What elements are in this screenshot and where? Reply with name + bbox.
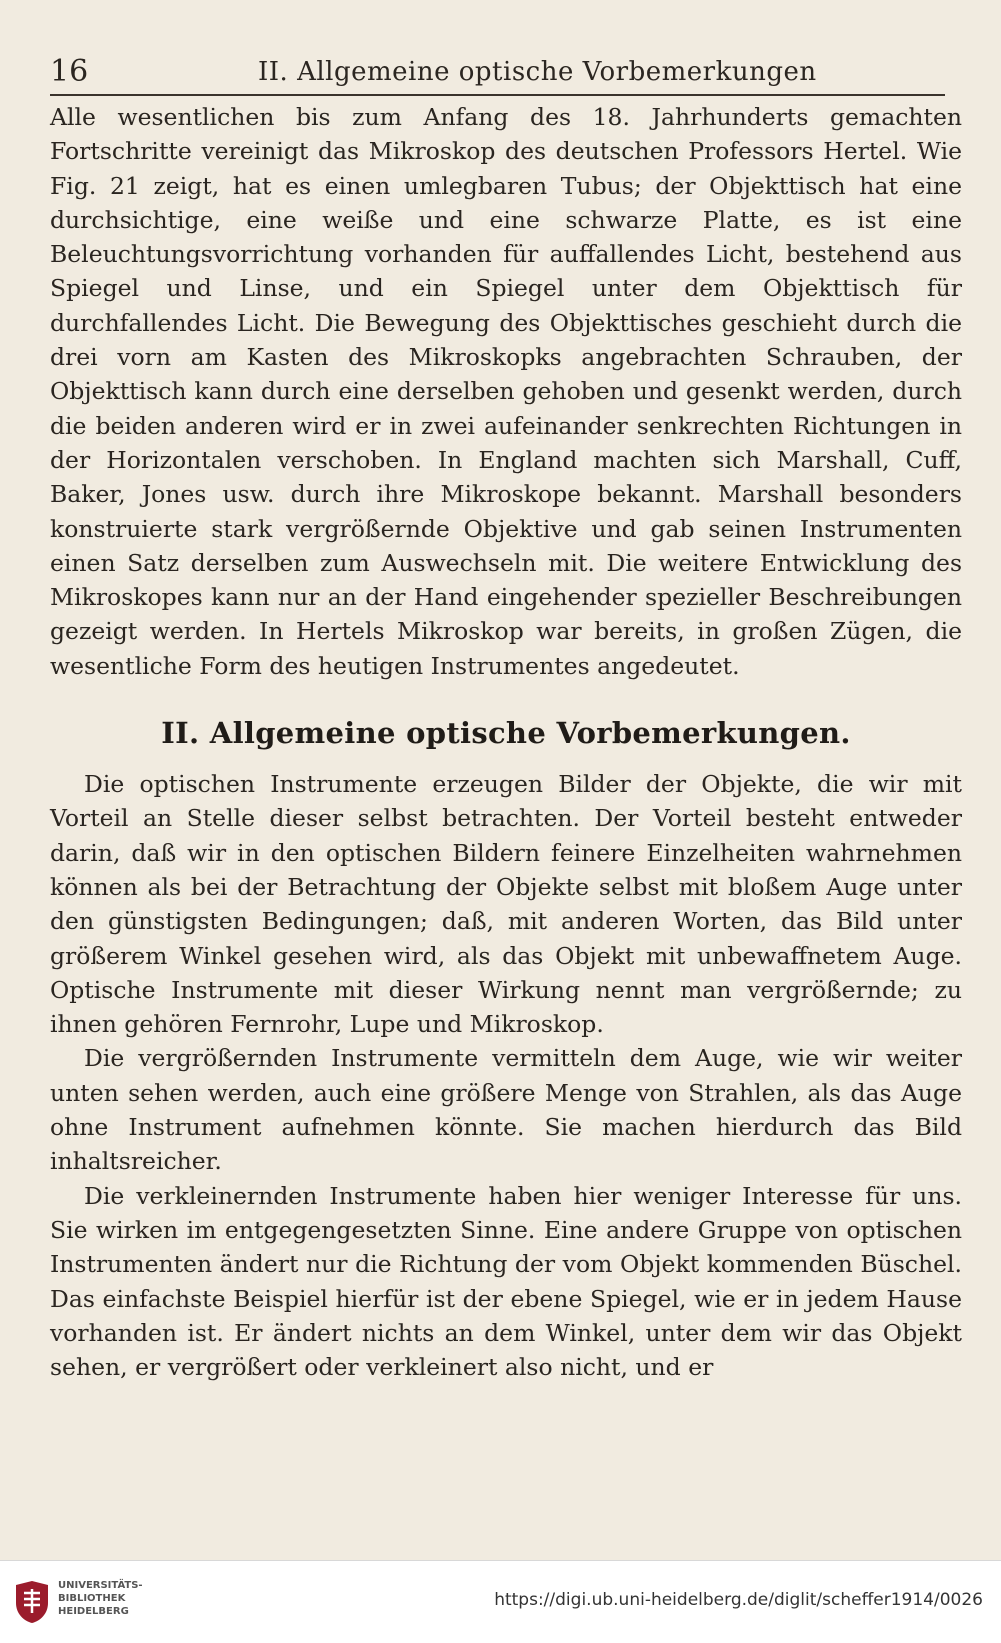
page-number: 16 xyxy=(50,54,89,89)
library-crest-icon xyxy=(12,1579,52,1625)
permalink-url[interactable]: https://digi.ub.uni-heidelberg.de/diglit/scheffer1914/0026 xyxy=(494,1590,983,1610)
paragraph-reducing-instruments: Die verkleinernden Instrumente haben hier weniger Interesse für uns. Sie wirken im entgegengesetzten Sinne. Eine andere Gruppe von optischen Instrumenten ändert nur die Richtung der vom Objekt kommenden Büschel. Das einfachste Beispiel hierfür ist der ebene Spiegel, wie er in jedem Hause vorhanden ist. Er ändert nichts an dem Winkel, unter dem wir das Objekt sehen, er vergrößert oder verkleinert also nicht, und er xyxy=(50,1181,962,1382)
paragraph-hertel-microscope: Alle wesentlichen bis zum Anfang des 18. Jahrhunderts gemachten Fortschritte vereinigt das Mikroskop des deutschen Professors Hertel. Wie Fig. 21 zeigt, hat es einen umlegbaren Tubus; der Objekttisch hat eine durchsichtige, eine weiße und eine schwarze Platte, es ist eine Beleuchtungsvorrichtung vorhanden für auffallendes Licht, bestehend aus Spiegel und Linse, und ein Spiegel unter dem Objekttisch für durchfallendes Licht. Die Bewegung des Objekttisches geschieht durch die drei vorn am Kasten des Mikroskopks angebrachten Schrauben, der Objekttisch kann durch eine derselben gehoben und gesenkt werden, durch die beiden anderen wird er in zwei aufeinander senkrechten Richtungen in der Horizontalen verschoben. In England machten sich Marshall, Cuff, Baker, Jones usw. durch ihre Mikroskope bekannt. Marshall besonders konstruierte stark vergrößernde Objektive und gab seinen Instrumenten einen Satz derselben zum Auswechseln mit. Die weitere Entwicklung des Mikroskopes kann nur an der Hand eingehender spezieller Beschreibungen gezeigt werden. In Hertels Mikroskop war bereits, in großen Zügen, die wesentliche Form des heutigen Instrumentes angedeutet. xyxy=(50,103,962,680)
footer-bar xyxy=(0,1560,1001,1643)
paragraph-optical-instruments: Die optischen Instrumente erzeugen Bilder der Objekte, die wir mit Vorteil an Stelle dieser selbst betrachten. Der Vorteil besteht entweder darin, daß wir in den optischen Bildern feinere Einzelheiten wahrnehmen können als bei der Betrachtung der Objekte selbst mit bloßem Auge unter den günstigsten Bedingungen; daß, mit anderen Worten, das Bild unter größerem Winkel gesehen wird, als das Objekt mit unbewaffnetem Auge. Optische Instrumente mit dieser Wirkung nennt man vergrößernde; zu ihnen gehören Fernrohr, Lupe und Mikroskop. xyxy=(50,770,962,1039)
running-title: II. Allgemeine optische Vorbemerkungen xyxy=(258,57,817,87)
running-head xyxy=(50,52,945,92)
body-text xyxy=(50,100,962,1384)
paragraph-magnifying-instruments: Die vergrößernden Instrumente vermitteln dem Auge, wie wir weiter unten sehen werden, auch eine größere Menge von Strahlen, als das Auge ohne Instrument aufnehmen könnte. Sie machen hierdurch das Bild inhaltsreicher. xyxy=(50,1044,962,1176)
library-logo[interactable] xyxy=(12,1575,172,1631)
section-heading: II. Allgemeine optische Vorbemerkungen. xyxy=(161,716,851,751)
library-name: UNIVERSITÄTS- BIBLIOTHEK HEIDELBERG xyxy=(58,1580,143,1617)
header-rule xyxy=(50,94,945,96)
